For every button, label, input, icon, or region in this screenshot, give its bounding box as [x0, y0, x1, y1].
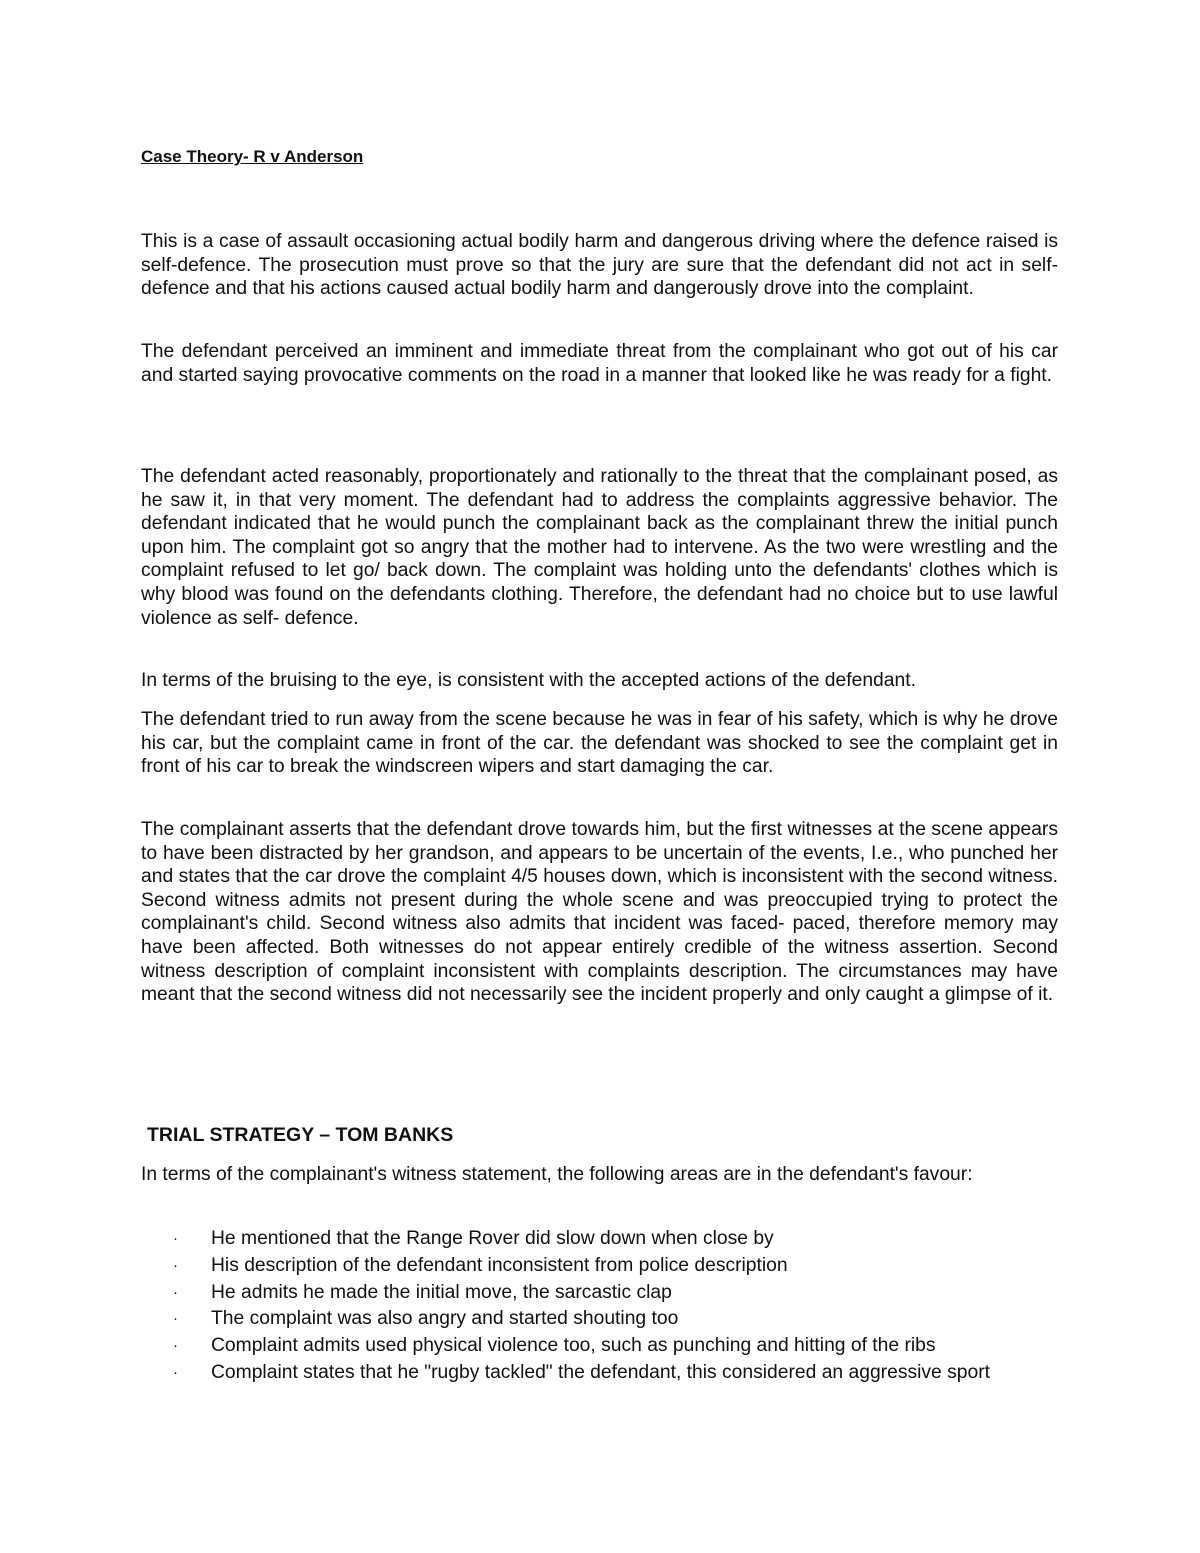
list-item-text: Complaint states that he "rugby tackled" the defendant, this considered an aggressive sport [211, 1361, 990, 1383]
bullet-icon: · [173, 1363, 178, 1381]
paragraph-perceived-threat: The defendant perceived an imminent and immediate threat from the complainant who got out of his car and started saying provocative comments on the road in a manner that looked like he was ready for a fight. [141, 341, 1058, 386]
list-item [171, 1306, 1058, 1333]
bullet-icon: · [173, 1310, 178, 1328]
bullet-icon: · [173, 1337, 178, 1355]
list-item-text: He mentioned that the Range Rover did slow down when close by [211, 1228, 774, 1249]
paragraph-fled-scene: The defendant tried to run away from the scene because he was in fear of his safety, which is why he drove his car, but the complaint came in front of the car. the defendant was shocked to see the complaint get in front of his car to break the windscreen wipers and start damaging the car. [141, 709, 1058, 778]
trial-strategy-heading: TRIAL STRATEGY – TOM BANKS [147, 1124, 454, 1146]
document-title: Case Theory- R v Anderson [141, 147, 364, 166]
bullet-icon: · [173, 1283, 178, 1301]
list-item [171, 1226, 1058, 1253]
list-item [171, 1360, 1058, 1387]
bullet-icon: · [173, 1230, 178, 1247]
list-item-text: He admits he made the initial move, the sarcastic clap [211, 1281, 672, 1303]
list-item [171, 1253, 1058, 1280]
list-item-text: His description of the defendant inconsistent from police description [211, 1254, 788, 1276]
bullet-icon: · [173, 1256, 178, 1274]
paragraph-bruising: In terms of the bruising to the eye, is consistent with the accepted actions of the defendant. [141, 670, 916, 691]
paragraph-witness-credibility: The complainant asserts that the defendant drove towards him, but the first witnesses at the scene appears to have been distracted by her grandson, and appears to be uncertain of the events, I.e., who punched her and states that the car drove the complaint 4/5 houses down, which is inconsistent with the second witness. Second witness admits not present during the whole scene and was preoccupied trying to protect the complainant's child. Second witness also admits that incident was faced- paced, therefore memory may have been affected. Both witnesses do not appear entirely credible of the witness assertion. Second witness description of complaint inconsistent with complaints description. The circumstances may have meant that the second witness did not necessarily see the incident properly and only caught a glimpse of it. [141, 819, 1058, 1006]
paragraph-case-summary: This is a case of assault occasioning actual bodily harm and dangerous driving where the defence raised is self-defence. The prosecution must prove so that the jury are sure that the defendant did not act in self-defence and that his actions caused actual bodily harm and dangerously drove into the complaint. [141, 231, 1058, 300]
favourable-points-list [171, 1226, 1058, 1387]
trial-strategy-intro: In terms of the complainant's witness statement, the following areas are in the defendant's favour: [141, 1164, 973, 1185]
paragraph-reasonable-force: The defendant acted reasonably, proportionately and rationally to the threat that the complainant posed, as he saw it, in that very moment. The defendant had to address the complaints aggressive behavior. The defendant indicated that he would punch the complainant back as the complainant threw the initial punch upon him. The complaint got so angry that the mother had to intervene. As the two were wrestling and the complaint refused to let go/ back down. The complaint was holding unto the defendants' clothes which is why blood was found on the defendants clothing. Therefore, the defendant had no choice but to use lawful violence as self- defence. [141, 466, 1058, 629]
list-item [171, 1333, 1058, 1360]
list-item [171, 1280, 1058, 1307]
list-item-text: Complaint admits used physical violence too, such as punching and hitting of the ribs [211, 1335, 936, 1357]
list-item-text: The complaint was also angry and started shouting too [211, 1308, 679, 1330]
